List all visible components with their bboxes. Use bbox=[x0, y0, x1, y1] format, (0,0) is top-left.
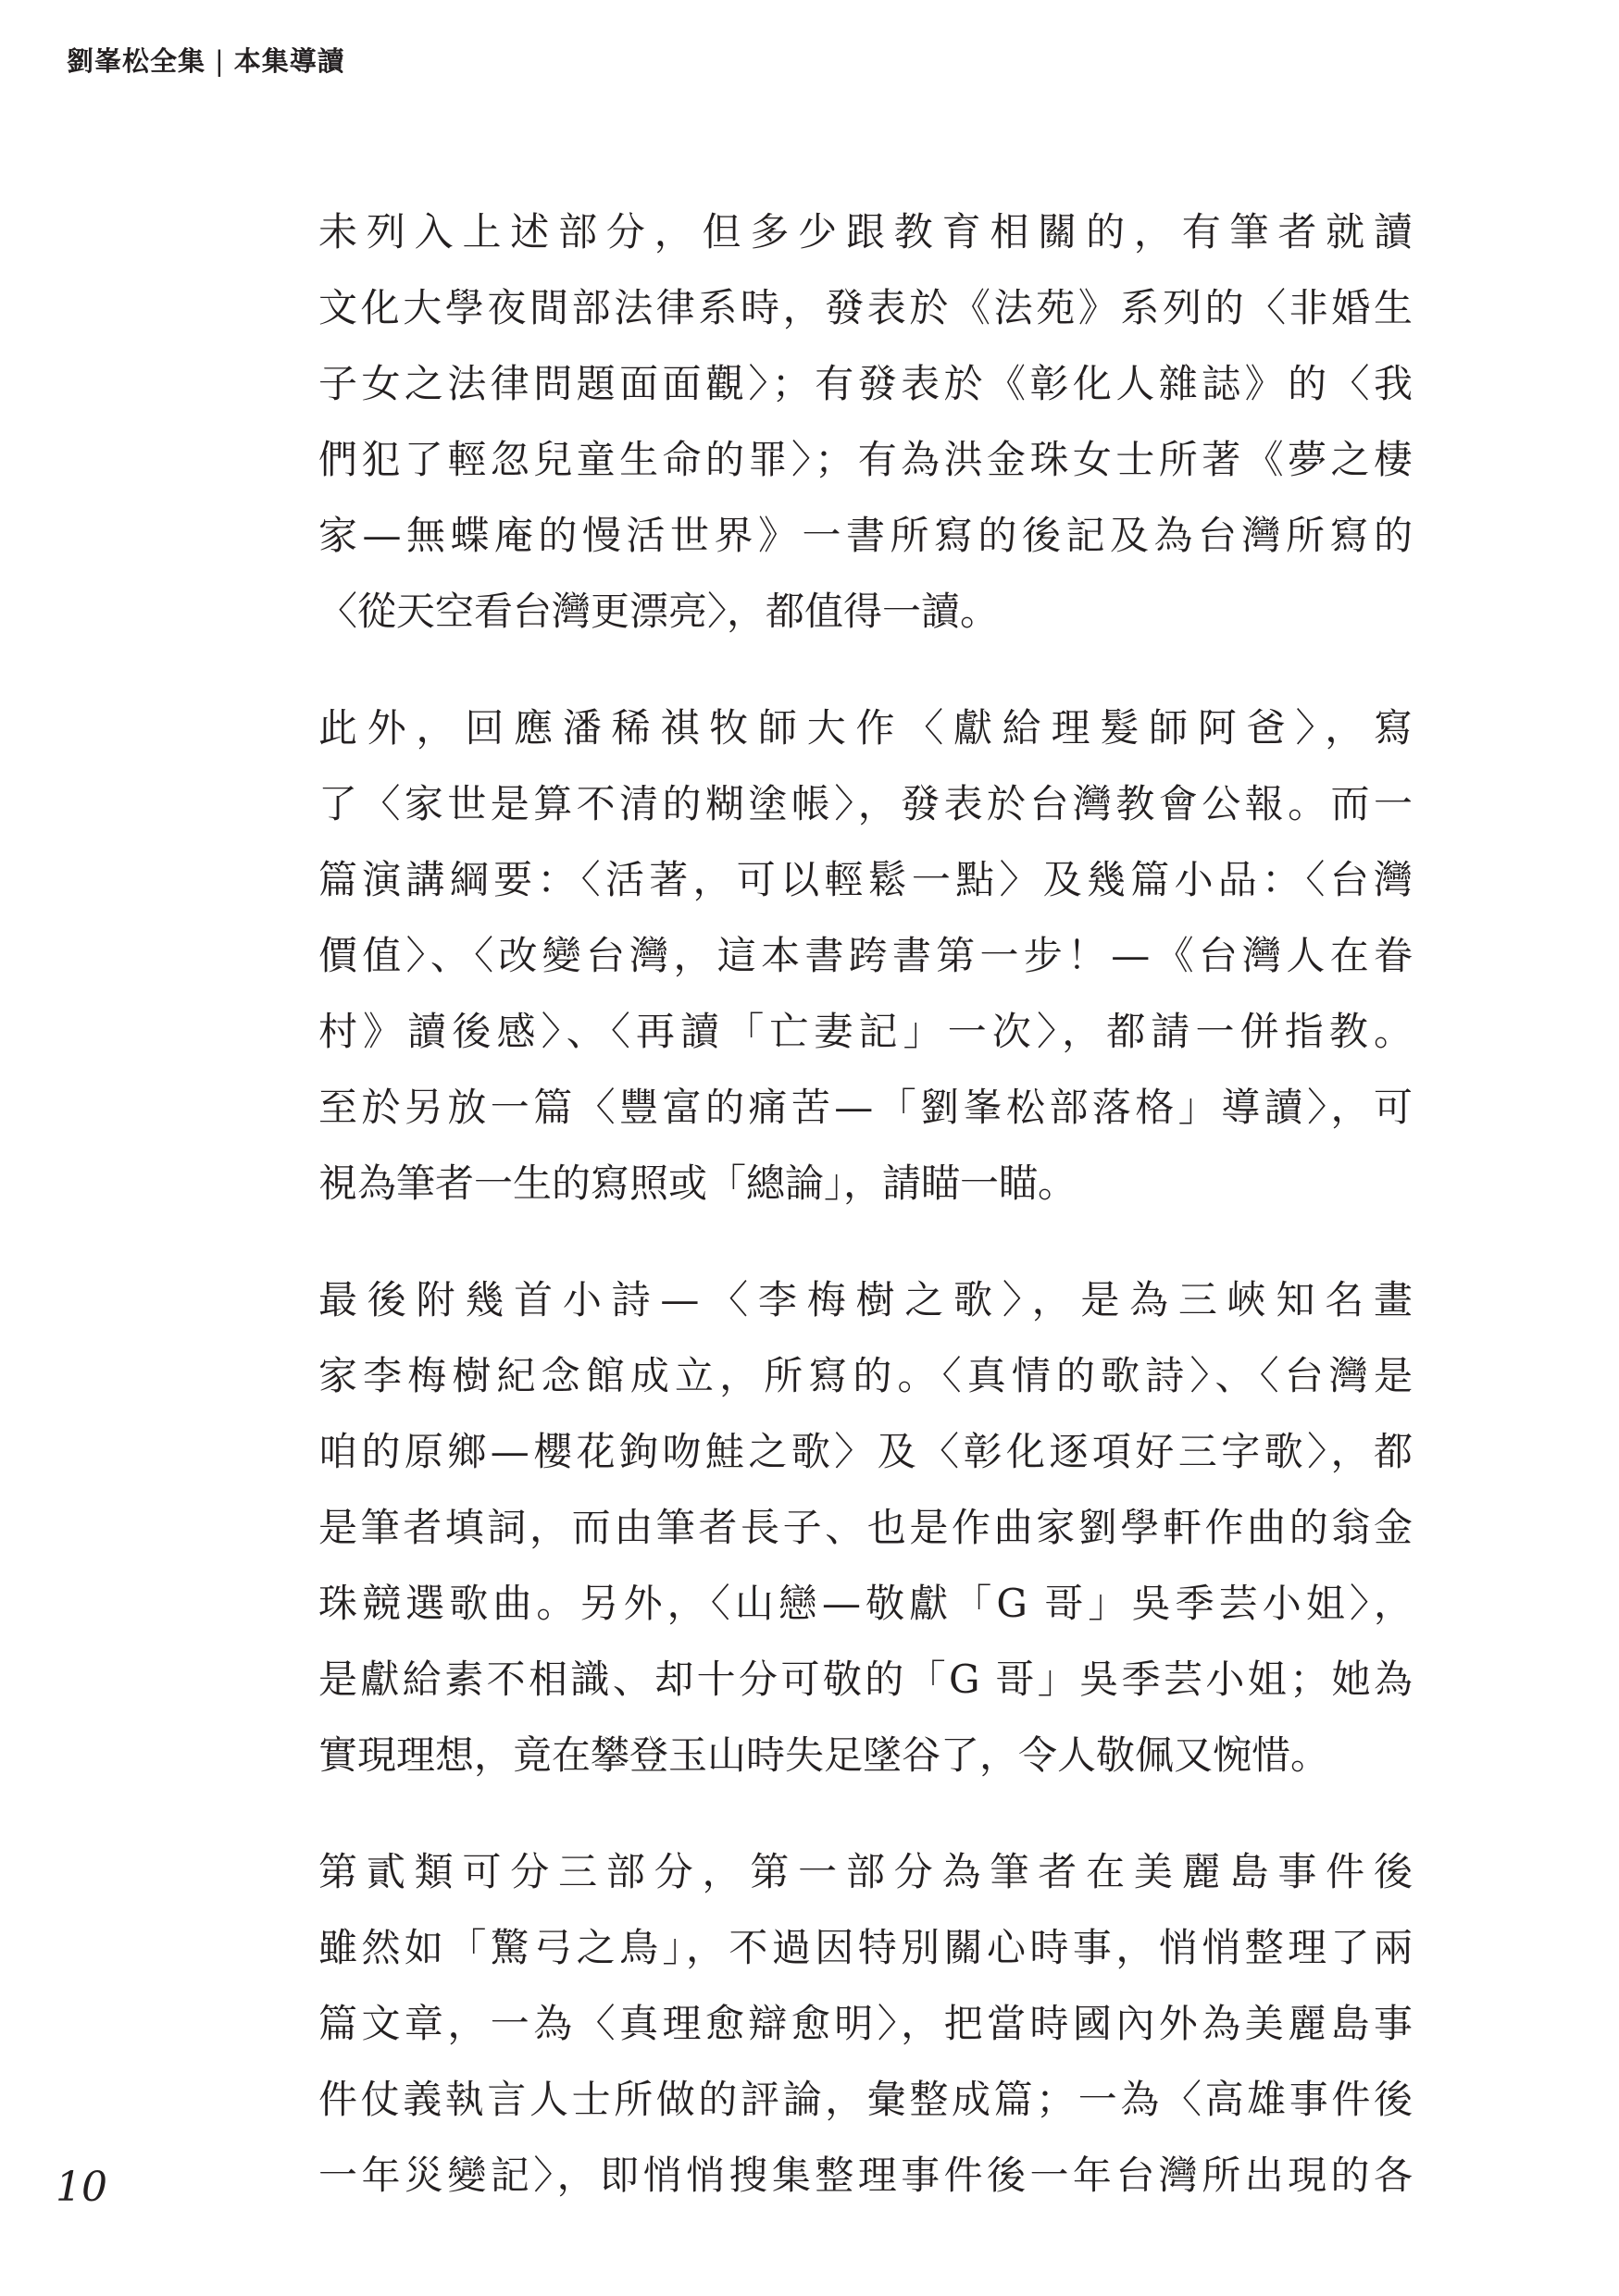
text-line: 村》讀後感〉、〈再讀「亡妻記」一次〉，都請一併指教。 bbox=[318, 1009, 1413, 1054]
text-line: 篇文章，一為〈真理愈辯愈明〉，把當時國內外為美麗島事 bbox=[318, 2001, 1413, 2046]
text-line: 最後附幾首小詩—〈李梅樹之歌〉，是為三峽知名畫 bbox=[318, 1277, 1413, 1322]
text-line: 子女之法律問題面面觀〉；有發表於《彰化人雜誌》的〈我 bbox=[318, 361, 1413, 406]
text-line: 家—無蝶庵的慢活世界》一書所寫的後記及為台灣所寫的 bbox=[318, 513, 1413, 558]
text-line: 咱的原鄉—櫻花鉤吻鮭之歌〉及〈彰化逐項好三字歌〉，都 bbox=[318, 1429, 1413, 1474]
text-line: 一年災變記〉，即悄悄搜集整理事件後一年台灣所出現的各 bbox=[318, 2153, 1413, 2198]
text-line: 了〈家世是算不清的糊塗帳〉，發表於台灣教會公報。而一 bbox=[318, 781, 1413, 826]
text-line: 件仗義執言人士所做的評論，彙整成篇；一為〈高雄事件後 bbox=[318, 2077, 1413, 2122]
text-line: 文化大學夜間部法律系時，發表於《法苑》系列的〈非婚生 bbox=[318, 285, 1413, 330]
section-title: 本集導讀 bbox=[233, 45, 345, 77]
text-line: 未列入上述部分，但多少跟教育相關的，有筆者就讀 bbox=[318, 209, 1413, 254]
text-line: 們犯了輕忽兒童生命的罪〉；有為洪金珠女士所著《夢之棲 bbox=[318, 437, 1413, 482]
page-number: 10 bbox=[56, 2164, 107, 2211]
paragraph bbox=[217, 194, 1413, 650]
text-line: 價值〉、〈改變台灣，這本書跨書第一步！—《台灣人在眷 bbox=[318, 933, 1413, 978]
text-line: 〈從天空看台灣更漂亮〉，都值得一讀。 bbox=[318, 589, 1000, 634]
header-separator: | bbox=[215, 45, 225, 77]
running-header bbox=[67, 41, 345, 79]
text-line: 珠競選歌曲。另外，〈山戀—敬獻「G 哥」吳季芸小姐〉， bbox=[318, 1581, 1413, 1626]
text-line: 此外，回應潘稀祺牧師大作〈獻給理髮師阿爸〉，寫 bbox=[318, 705, 1413, 751]
paragraph bbox=[217, 1834, 1413, 2214]
text-line: 篇演講綱要：〈活著，可以輕鬆一點〉及幾篇小品：〈台灣 bbox=[318, 857, 1413, 902]
paragraph bbox=[217, 1262, 1413, 1793]
text-line: 家李梅樹紀念館成立，所寫的。〈真情的歌詩〉、〈台灣是 bbox=[318, 1353, 1413, 1398]
text-line: 實現理想，竟在攀登玉山時失足墜谷了，令人敬佩又惋惜。 bbox=[318, 1732, 1330, 1778]
book-title: 劉峯松全集 bbox=[67, 45, 206, 77]
text-line: 第貳類可分三部分，第一部分為筆者在美麗島事件後 bbox=[318, 1849, 1413, 1894]
text-line: 雖然如「驚弓之鳥」，不過因特別關心時事，悄悄整理了兩 bbox=[318, 1925, 1413, 1970]
body-text bbox=[217, 194, 1413, 2254]
text-line: 至於另放一篇〈豐富的痛苦—「劉峯松部落格」導讀〉，可 bbox=[318, 1085, 1413, 1130]
paragraph bbox=[217, 690, 1413, 1222]
text-line: 視為筆者一生的寫照或「總論」，請瞄一瞄。 bbox=[318, 1160, 1077, 1206]
text-line: 是筆者填詞，而由筆者長子、也是作曲家劉學軒作曲的翁金 bbox=[318, 1505, 1413, 1550]
text-line: 是獻給素不相識、却十分可敬的「G 哥」吳季芸小姐；她為 bbox=[318, 1657, 1413, 1702]
